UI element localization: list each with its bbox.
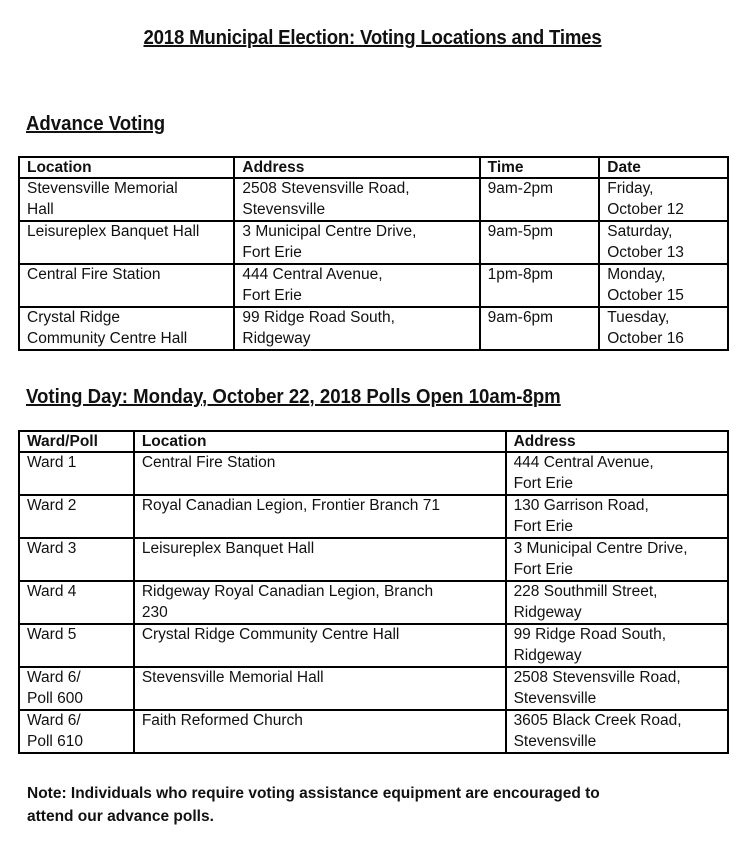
ward-cell: Ward 3 <box>19 538 134 581</box>
location-cell: Stevensville Memorial Hall <box>134 667 506 710</box>
column-header-location: Location <box>19 157 234 178</box>
table-row <box>19 581 728 624</box>
voting-day-heading: Voting Day: Monday, October 22, 2018 Polls Open 10am-8pm <box>26 386 561 408</box>
table-header-row <box>19 157 728 178</box>
address-cell: 444 Central Avenue, Fort Erie <box>234 264 479 307</box>
address-cell: 444 Central Avenue, Fort Erie <box>506 452 728 495</box>
location-cell: Faith Reformed Church <box>134 710 506 753</box>
ward-cell: Ward 6/ Poll 600 <box>19 667 134 710</box>
location-cell: Leisureplex Banquet Hall <box>134 538 506 581</box>
time-cell: 1pm-8pm <box>480 264 600 307</box>
assistance-note: Note: Individuals who require voting assistance equipment are encouraged to attend our advance polls. <box>27 785 600 825</box>
table-row <box>19 221 728 264</box>
date-cell: Saturday, October 13 <box>599 221 728 264</box>
location-cell: Crystal Ridge Community Centre Hall <box>19 307 234 350</box>
table-row <box>19 495 728 538</box>
address-cell: 2508 Stevensville Road, Stevensville <box>506 667 728 710</box>
ward-cell: Ward 1 <box>19 452 134 495</box>
location-cell: Leisureplex Banquet Hall <box>19 221 234 264</box>
table-row <box>19 452 728 495</box>
table-row <box>19 264 728 307</box>
ward-cell: Ward 5 <box>19 624 134 667</box>
address-cell: 99 Ridge Road South, Ridgeway <box>234 307 479 350</box>
ward-cell: Ward 2 <box>19 495 134 538</box>
column-header-ward-poll: Ward/Poll <box>19 431 134 452</box>
address-cell: 3 Municipal Centre Drive, Fort Erie <box>234 221 479 264</box>
address-cell: 228 Southmill Street, Ridgeway <box>506 581 728 624</box>
date-cell: Tuesday, October 16 <box>599 307 728 350</box>
date-cell: Friday, October 12 <box>599 178 728 221</box>
column-header-time: Time <box>480 157 600 178</box>
address-cell: 2508 Stevensville Road, Stevensville <box>234 178 479 221</box>
table-row <box>19 178 728 221</box>
address-cell: 3605 Black Creek Road, Stevensville <box>506 710 728 753</box>
page-title: 2018 Municipal Election: Voting Locations and Times <box>143 27 602 49</box>
advance-voting-table <box>18 156 729 351</box>
time-cell: 9am-2pm <box>480 178 600 221</box>
table-row <box>19 710 728 753</box>
location-cell: Stevensville Memorial Hall <box>19 178 234 221</box>
location-cell: Central Fire Station <box>19 264 234 307</box>
address-cell: 99 Ridge Road South, Ridgeway <box>506 624 728 667</box>
advance-voting-heading: Advance Voting <box>26 113 166 135</box>
date-cell: Monday, October 15 <box>599 264 728 307</box>
column-header-date: Date <box>599 157 728 178</box>
table-row <box>19 538 728 581</box>
location-cell: Ridgeway Royal Canadian Legion, Branch 230 <box>134 581 506 624</box>
address-cell: 130 Garrison Road, Fort Erie <box>506 495 728 538</box>
column-header-address: Address <box>234 157 479 178</box>
time-cell: 9am-6pm <box>480 307 600 350</box>
column-header-location: Location <box>134 431 506 452</box>
location-cell: Royal Canadian Legion, Frontier Branch 71 <box>134 495 506 538</box>
time-cell: 9am-5pm <box>480 221 600 264</box>
location-cell: Crystal Ridge Community Centre Hall <box>134 624 506 667</box>
table-row <box>19 307 728 350</box>
voting-day-table <box>18 430 729 754</box>
location-cell: Central Fire Station <box>134 452 506 495</box>
table-header-row <box>19 431 728 452</box>
ward-cell: Ward 4 <box>19 581 134 624</box>
table-row <box>19 667 728 710</box>
ward-cell: Ward 6/ Poll 610 <box>19 710 134 753</box>
address-cell: 3 Municipal Centre Drive, Fort Erie <box>506 538 728 581</box>
table-row <box>19 624 728 667</box>
column-header-address: Address <box>506 431 728 452</box>
